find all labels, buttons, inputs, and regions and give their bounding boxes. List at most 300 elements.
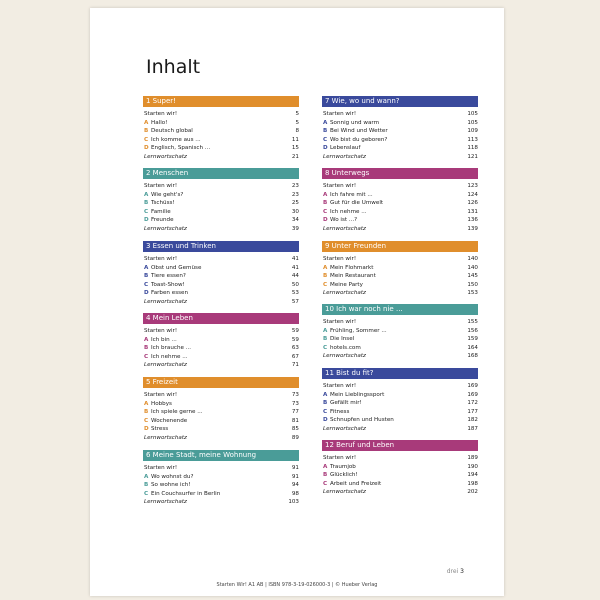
toc-entry-page: 140 xyxy=(467,264,478,271)
toc-entry-page: 169 xyxy=(467,383,478,389)
toc-entry-letter: B xyxy=(323,400,328,406)
toc-entry[interactable] xyxy=(322,182,478,191)
toc-entry-title: Lernwortschatz xyxy=(144,298,187,305)
toc-entry-label xyxy=(144,119,167,128)
toc-entry-letter: C xyxy=(144,490,149,497)
toc-entry-title: Schnupfen und Husten xyxy=(330,417,394,423)
toc-entry-page: 109 xyxy=(467,128,478,134)
toc-entry-title: Ich spiele gerne ... xyxy=(151,409,203,415)
toc-entry-label xyxy=(323,488,366,497)
toc-entry-page: 91 xyxy=(291,473,299,480)
toc-entry-letter: C xyxy=(323,480,328,487)
toc-entry[interactable] xyxy=(143,272,299,281)
toc-entry[interactable] xyxy=(322,289,478,298)
toc-entry-page: 139 xyxy=(467,225,478,232)
toc-entry-page: 77 xyxy=(291,409,299,415)
toc-entry-title: Starten wir! xyxy=(323,319,357,325)
toc-entry-title: Ich bin ... xyxy=(151,336,177,343)
toc-entry-letter: A xyxy=(323,119,328,126)
toc-entry-page: 105 xyxy=(467,119,478,126)
toc-entry-page: 73 xyxy=(291,392,299,398)
toc-entry[interactable] xyxy=(322,191,478,200)
toc-entry-label xyxy=(323,191,373,200)
page-title: Inhalt xyxy=(146,56,201,78)
chapter-header[interactable]: 11 Bist du fit? xyxy=(322,368,478,379)
toc-entry[interactable] xyxy=(143,408,299,417)
toc-entry-page: 50 xyxy=(291,281,299,288)
toc-entry-title: Meine Party xyxy=(330,281,363,288)
toc-entry[interactable] xyxy=(322,199,478,208)
toc-entry-page: 34 xyxy=(291,217,299,223)
toc-entry[interactable] xyxy=(143,182,299,191)
toc-entry-page: 57 xyxy=(291,298,299,305)
toc-entry[interactable] xyxy=(143,498,299,507)
toc-entry-page: 30 xyxy=(291,208,299,215)
toc-entry-label xyxy=(144,464,177,473)
chapter-section xyxy=(143,168,299,233)
toc-entry-title: Starten wir! xyxy=(144,392,178,398)
toc-entry-page: 8 xyxy=(295,128,299,134)
toc-entry-label xyxy=(323,327,387,336)
chapter-section xyxy=(143,241,299,306)
toc-entry-title: Starten wir! xyxy=(144,111,178,117)
toc-entry[interactable] xyxy=(143,136,299,145)
toc-entry-page: 23 xyxy=(291,183,299,189)
toc-entry-label xyxy=(144,498,187,507)
toc-entry-title: Mein Lieblingssport xyxy=(330,391,385,398)
toc-entry-label xyxy=(144,391,177,400)
toc-entry-letter: C xyxy=(323,281,328,288)
toc-entry[interactable] xyxy=(143,199,299,208)
toc-entry-letter: D xyxy=(144,426,149,432)
toc-entry[interactable] xyxy=(143,298,299,307)
toc-entry-page: 39 xyxy=(291,225,299,232)
toc-entry-letter: D xyxy=(144,290,149,296)
chapter-section xyxy=(322,96,478,161)
toc-entry-title: Starten wir! xyxy=(323,256,357,262)
toc-entry-page: 103 xyxy=(288,499,299,505)
chapter-section xyxy=(322,440,478,497)
toc-entry[interactable] xyxy=(143,434,299,443)
toc-entry-title: Stress xyxy=(151,426,169,432)
toc-entry-letter: B xyxy=(144,200,149,206)
chapter-section xyxy=(322,368,478,433)
toc-entry-page: 59 xyxy=(291,328,299,334)
toc-entry[interactable] xyxy=(322,127,478,136)
toc-entry[interactable] xyxy=(322,225,478,234)
toc-entry-page: 11 xyxy=(291,136,299,143)
toc-entry-title: Ich nehme ... xyxy=(330,208,367,215)
toc-entry-label xyxy=(144,191,183,200)
toc-entry-label xyxy=(323,289,366,298)
chapter-header[interactable]: 8 Unterwegs xyxy=(322,168,478,179)
toc-entry-label xyxy=(144,481,190,490)
toc-entry-letter: D xyxy=(144,217,149,223)
toc-entry[interactable] xyxy=(143,473,299,482)
toc-entry-page: 190 xyxy=(467,463,478,470)
toc-entry-label xyxy=(144,136,201,145)
toc-entry-page: 124 xyxy=(467,191,478,198)
toc-entry-label xyxy=(144,208,171,217)
chapter-header[interactable]: 5 Freizeit xyxy=(143,377,299,388)
toc-entry-page: 172 xyxy=(467,400,478,406)
toc-entry-letter: C xyxy=(144,417,149,424)
toc-entry-page: 145 xyxy=(467,273,478,279)
toc-entry[interactable] xyxy=(322,416,478,425)
toc-entry-title: Lernwortschatz xyxy=(323,353,366,359)
toc-entry-title: Mein Flohmarkt xyxy=(330,264,374,271)
toc-entry[interactable] xyxy=(322,318,478,327)
toc-entry-label xyxy=(323,272,376,281)
toc-entry-title: Ich nehme ... xyxy=(151,353,188,360)
toc-entry-label xyxy=(323,110,356,119)
toc-entry-title: Lernwortschatz xyxy=(144,434,187,441)
toc-entry-title: Wo wohnst du? xyxy=(151,473,194,480)
toc-entry-label xyxy=(323,127,388,136)
toc-entry-page: 150 xyxy=(467,281,478,288)
toc-entry-label xyxy=(144,298,187,307)
toc-entry[interactable] xyxy=(143,361,299,370)
toc-entry-page: 118 xyxy=(467,145,478,151)
toc-entry[interactable] xyxy=(143,490,299,499)
toc-entry-page: 5 xyxy=(295,111,299,117)
toc-entry-letter: D xyxy=(323,417,328,423)
toc-entry-label xyxy=(144,344,191,353)
toc-entry-title: Starten wir! xyxy=(323,183,357,189)
toc-entry[interactable] xyxy=(143,208,299,217)
toc-entry[interactable] xyxy=(322,391,478,400)
toc-entry-title: Wie geht's? xyxy=(151,191,184,198)
toc-entry-page: 21 xyxy=(291,153,299,160)
toc-entry-label xyxy=(144,408,203,417)
toc-entry[interactable] xyxy=(322,463,478,472)
toc-entry-page: 121 xyxy=(467,153,478,160)
toc-entry-letter: C xyxy=(323,208,328,215)
toc-entry-label xyxy=(323,136,387,145)
toc-entry-page: 71 xyxy=(291,362,299,368)
toc-entry-letter: A xyxy=(144,264,149,271)
toc-entry[interactable] xyxy=(143,255,299,264)
chapter-section xyxy=(143,450,299,507)
toc-entry[interactable] xyxy=(322,399,478,408)
toc-entry-letter: A xyxy=(323,463,328,470)
toc-entry-title: Farben essen xyxy=(151,290,189,296)
toc-entry[interactable] xyxy=(143,353,299,362)
toc-entry-page: 155 xyxy=(467,319,478,325)
toc-entry-letter: A xyxy=(323,191,328,198)
toc-entry-label xyxy=(144,327,177,336)
toc-entry-letter: B xyxy=(144,345,149,351)
toc-entry[interactable] xyxy=(143,344,299,353)
toc-entry[interactable] xyxy=(322,352,478,361)
toc-entry-page: 73 xyxy=(291,400,299,407)
toc-entry[interactable] xyxy=(143,464,299,473)
toc-entry-title: Toast-Show! xyxy=(151,281,185,288)
toc-entry-letter: B xyxy=(144,273,149,279)
toc-entry-label xyxy=(323,153,366,162)
toc-entry-label xyxy=(323,264,374,273)
toc-entry-page: 41 xyxy=(291,256,299,262)
toc-entry-letter: B xyxy=(323,200,328,206)
toc-entry[interactable] xyxy=(322,408,478,417)
toc-entry-title: Traumjob xyxy=(330,463,356,470)
toc-entry-letter: B xyxy=(144,128,149,134)
toc-entry-letter: A xyxy=(144,336,149,343)
toc-entry[interactable] xyxy=(322,480,478,489)
toc-entry[interactable] xyxy=(322,335,478,344)
toc-entry-page: 67 xyxy=(291,353,299,360)
toc-entry-label xyxy=(323,119,379,128)
toc-entry-label xyxy=(144,264,201,273)
toc-entry-label xyxy=(144,400,172,409)
chapter-section xyxy=(322,168,478,233)
toc-entry-label xyxy=(144,473,193,482)
toc-entry[interactable] xyxy=(322,110,478,119)
toc-entry-label xyxy=(144,255,177,264)
toc-entry-page: 23 xyxy=(291,191,299,198)
toc-entry-label xyxy=(144,216,174,225)
toc-entry-page: 189 xyxy=(467,455,478,461)
toc-entry-title: Lernwortschatz xyxy=(144,153,187,160)
chapter-header[interactable]: 4 Mein Leben xyxy=(143,313,299,324)
toc-entry[interactable] xyxy=(143,153,299,162)
toc-entry-title: Wo bist du geboren? xyxy=(330,136,388,143)
toc-entry-letter: B xyxy=(323,336,328,342)
chapter-header[interactable]: 9 Unter Freunden xyxy=(322,241,478,252)
toc-entry-page: 89 xyxy=(291,434,299,441)
toc-entry-title: Sonnig und warm xyxy=(330,119,380,126)
toc-entry-page: 44 xyxy=(291,273,299,279)
toc-entry-label xyxy=(144,225,187,234)
toc-entry[interactable] xyxy=(143,144,299,153)
toc-entry-letter: A xyxy=(144,400,149,407)
toc-entry-label xyxy=(323,216,357,225)
toc-entry-page: 153 xyxy=(467,290,478,296)
toc-entry-page: 98 xyxy=(291,490,299,497)
toc-entry-label xyxy=(323,225,366,234)
toc-entry-label xyxy=(144,289,188,298)
chapter-header[interactable]: 7 Wie, wo und wann? xyxy=(322,96,478,107)
toc-entry-title: Englisch, Spanisch ... xyxy=(151,145,211,151)
toc-entry-label xyxy=(323,344,361,353)
toc-entry-letter: D xyxy=(323,217,328,223)
toc-entry-title: Starten wir! xyxy=(144,328,178,334)
toc-entry-letter: B xyxy=(323,472,328,478)
toc-entry[interactable] xyxy=(322,281,478,290)
toc-entry[interactable] xyxy=(322,255,478,264)
toc-entry[interactable] xyxy=(322,488,478,497)
toc-entry-title: Starten wir! xyxy=(323,383,357,389)
toc-entry-page: 85 xyxy=(291,426,299,432)
toc-entry-page: 53 xyxy=(291,290,299,296)
page-number xyxy=(447,568,464,575)
toc-entry-title: Tschüss! xyxy=(151,200,175,206)
toc-entry-title: Starten wir! xyxy=(323,455,357,461)
toc-entry-label xyxy=(144,361,187,370)
toc-entry-title: Arbeit und Freizeit xyxy=(330,480,382,487)
toc-entry-label xyxy=(323,182,356,191)
toc-entry[interactable] xyxy=(143,336,299,345)
toc-entry-label xyxy=(323,399,362,408)
toc-entry-page: 25 xyxy=(291,200,299,206)
toc-entry-title: Familie xyxy=(151,208,171,215)
chapter-header[interactable]: 6 Meine Stadt, meine Wohnung xyxy=(143,450,299,461)
toc-entry[interactable] xyxy=(322,272,478,281)
toc-entry-title: hotels.com xyxy=(330,344,361,351)
toc-entry-page: 198 xyxy=(467,480,478,487)
toc-entry-title: Die Insel xyxy=(330,336,355,342)
toc-entry-page: 140 xyxy=(467,256,478,262)
toc-entry[interactable] xyxy=(322,216,478,225)
toc-entry-label xyxy=(323,408,349,417)
toc-entry-page: 187 xyxy=(467,425,478,432)
toc-entry[interactable] xyxy=(322,144,478,153)
toc-entry-title: Deutsch global xyxy=(151,128,193,134)
toc-entry-title: Wochenende xyxy=(151,417,188,424)
toc-entry[interactable] xyxy=(143,417,299,426)
toc-entry-letter: C xyxy=(323,408,328,415)
toc-entry-page: 94 xyxy=(291,482,299,488)
toc-entry-title: Lernwortschatz xyxy=(323,425,366,432)
toc-entry[interactable] xyxy=(322,454,478,463)
toc-entry-label xyxy=(323,480,381,489)
toc-entry[interactable] xyxy=(322,327,478,336)
toc-entry-title: Bei Wind und Wetter xyxy=(330,128,388,134)
toc-entry-letter: A xyxy=(144,473,149,480)
toc-entry-letter: C xyxy=(144,353,149,360)
toc-entry-page: 131 xyxy=(467,208,478,215)
toc-entry-page: 15 xyxy=(291,145,299,151)
toc-entry[interactable] xyxy=(143,110,299,119)
toc-entry-label xyxy=(144,182,177,191)
toc-entry-page: 41 xyxy=(291,264,299,271)
toc-entry[interactable] xyxy=(143,264,299,273)
toc-entry-label xyxy=(323,255,356,264)
toc-entry-title: Starten wir! xyxy=(144,183,178,189)
toc-entry-page: 194 xyxy=(467,472,478,478)
toc-entry-title: Ich brauche ... xyxy=(151,345,192,351)
chapter-header[interactable]: 2 Menschen xyxy=(143,168,299,179)
toc-entry-title: Lernwortschatz xyxy=(144,362,187,368)
toc-entry-title: Lernwortschatz xyxy=(323,489,366,495)
toc-entry-title: Hallo! xyxy=(151,119,168,126)
toc-entry[interactable] xyxy=(143,400,299,409)
toc-entry-page: 182 xyxy=(467,417,478,423)
toc-entry-title: Glücklich! xyxy=(330,472,358,478)
toc-entry[interactable] xyxy=(143,225,299,234)
toc-entry[interactable] xyxy=(322,382,478,391)
chapter-section xyxy=(143,96,299,161)
toc-entry-label xyxy=(144,110,177,119)
toc-entry-page: 156 xyxy=(467,327,478,334)
toc-entry-label xyxy=(323,352,366,361)
toc-entry-title: Lernwortschatz xyxy=(323,225,366,232)
toc-entry-letter: C xyxy=(323,136,328,143)
toc-entry-page: 59 xyxy=(291,336,299,343)
toc-entry[interactable] xyxy=(143,119,299,128)
chapter-header[interactable]: 1 Super! xyxy=(143,96,299,107)
toc-entry-letter: B xyxy=(144,409,149,415)
toc-entry-title: Gefällt mir! xyxy=(330,400,362,406)
chapter-header[interactable]: 10 Ich war noch nie ... xyxy=(322,304,478,315)
toc-entry[interactable] xyxy=(322,208,478,217)
toc-entry-page: 113 xyxy=(467,136,478,143)
toc-entry-page: 164 xyxy=(467,344,478,351)
toc-entry-label xyxy=(323,454,356,463)
toc-entry-letter: C xyxy=(144,281,149,288)
toc-entry-title: Starten wir! xyxy=(144,465,178,471)
toc-entry[interactable] xyxy=(143,425,299,434)
toc-entry-title: Ich fahre mit ... xyxy=(330,191,373,198)
toc-entry-title: Mein Restaurant xyxy=(330,273,376,279)
toc-entry-title: Ein Couchsurfer in Berlin xyxy=(151,490,221,497)
toc-entry[interactable] xyxy=(143,481,299,490)
chapter-section xyxy=(143,313,299,370)
toc-entry[interactable] xyxy=(143,391,299,400)
toc-entry-label xyxy=(144,434,187,443)
toc-entry-title: Hobbys xyxy=(151,400,172,407)
toc-entry-letter: D xyxy=(144,145,149,151)
toc-entry-label xyxy=(144,144,210,153)
toc-entry-letter: C xyxy=(323,344,328,351)
toc-entry[interactable] xyxy=(322,425,478,434)
toc-entry-title: So wohne ich! xyxy=(151,482,191,488)
toc-entry-title: Freunde xyxy=(151,217,174,223)
toc-entry-label xyxy=(323,382,356,391)
toc-entry-page: 169 xyxy=(467,391,478,398)
chapter-header[interactable]: 12 Beruf und Leben xyxy=(322,440,478,451)
toc-entry-letter: B xyxy=(144,482,149,488)
toc-entry-label xyxy=(323,391,384,400)
toc-entry[interactable] xyxy=(322,471,478,480)
toc-entry-title: Lernwortschatz xyxy=(323,153,366,160)
toc-entry-page: 136 xyxy=(467,217,478,223)
toc-entry[interactable] xyxy=(143,281,299,290)
toc-entry-letter: A xyxy=(144,191,149,198)
toc-entry-title: Tiere essen? xyxy=(151,273,186,279)
toc-entry[interactable] xyxy=(143,127,299,136)
toc-entry-letter: A xyxy=(144,119,149,126)
toc-entry-label xyxy=(144,127,193,136)
toc-entry-label xyxy=(144,353,188,362)
page-label: drei xyxy=(446,568,459,575)
toc-entry-title: Obst und Gemüse xyxy=(151,264,202,271)
toc-entry-letter: D xyxy=(323,145,328,151)
toc-entry[interactable] xyxy=(322,119,478,128)
toc-entry-letter: A xyxy=(323,391,328,398)
toc-entry-page: 5 xyxy=(295,119,299,126)
toc-entry-letter: B xyxy=(323,128,328,134)
toc-entry-title: Lernwortschatz xyxy=(144,499,187,505)
toc-entry[interactable] xyxy=(143,216,299,225)
toc-entry[interactable] xyxy=(143,327,299,336)
toc-entry-label xyxy=(144,153,187,162)
toc-entry-letter: C xyxy=(144,136,149,143)
toc-entry[interactable] xyxy=(143,289,299,298)
toc-entry[interactable] xyxy=(322,264,478,273)
toc-entry[interactable] xyxy=(322,136,478,145)
toc-entry-label xyxy=(144,281,185,290)
toc-entry-label xyxy=(323,199,383,208)
page-number-value: 3 xyxy=(460,568,464,575)
chapter-header[interactable]: 3 Essen und Trinken xyxy=(143,241,299,252)
toc-entry-label xyxy=(144,199,175,208)
toc-entry-title: Lernwortschatz xyxy=(144,225,187,232)
toc-entry[interactable] xyxy=(143,191,299,200)
chapter-section xyxy=(143,377,299,442)
toc-entry[interactable] xyxy=(322,344,478,353)
toc-entry[interactable] xyxy=(322,153,478,162)
